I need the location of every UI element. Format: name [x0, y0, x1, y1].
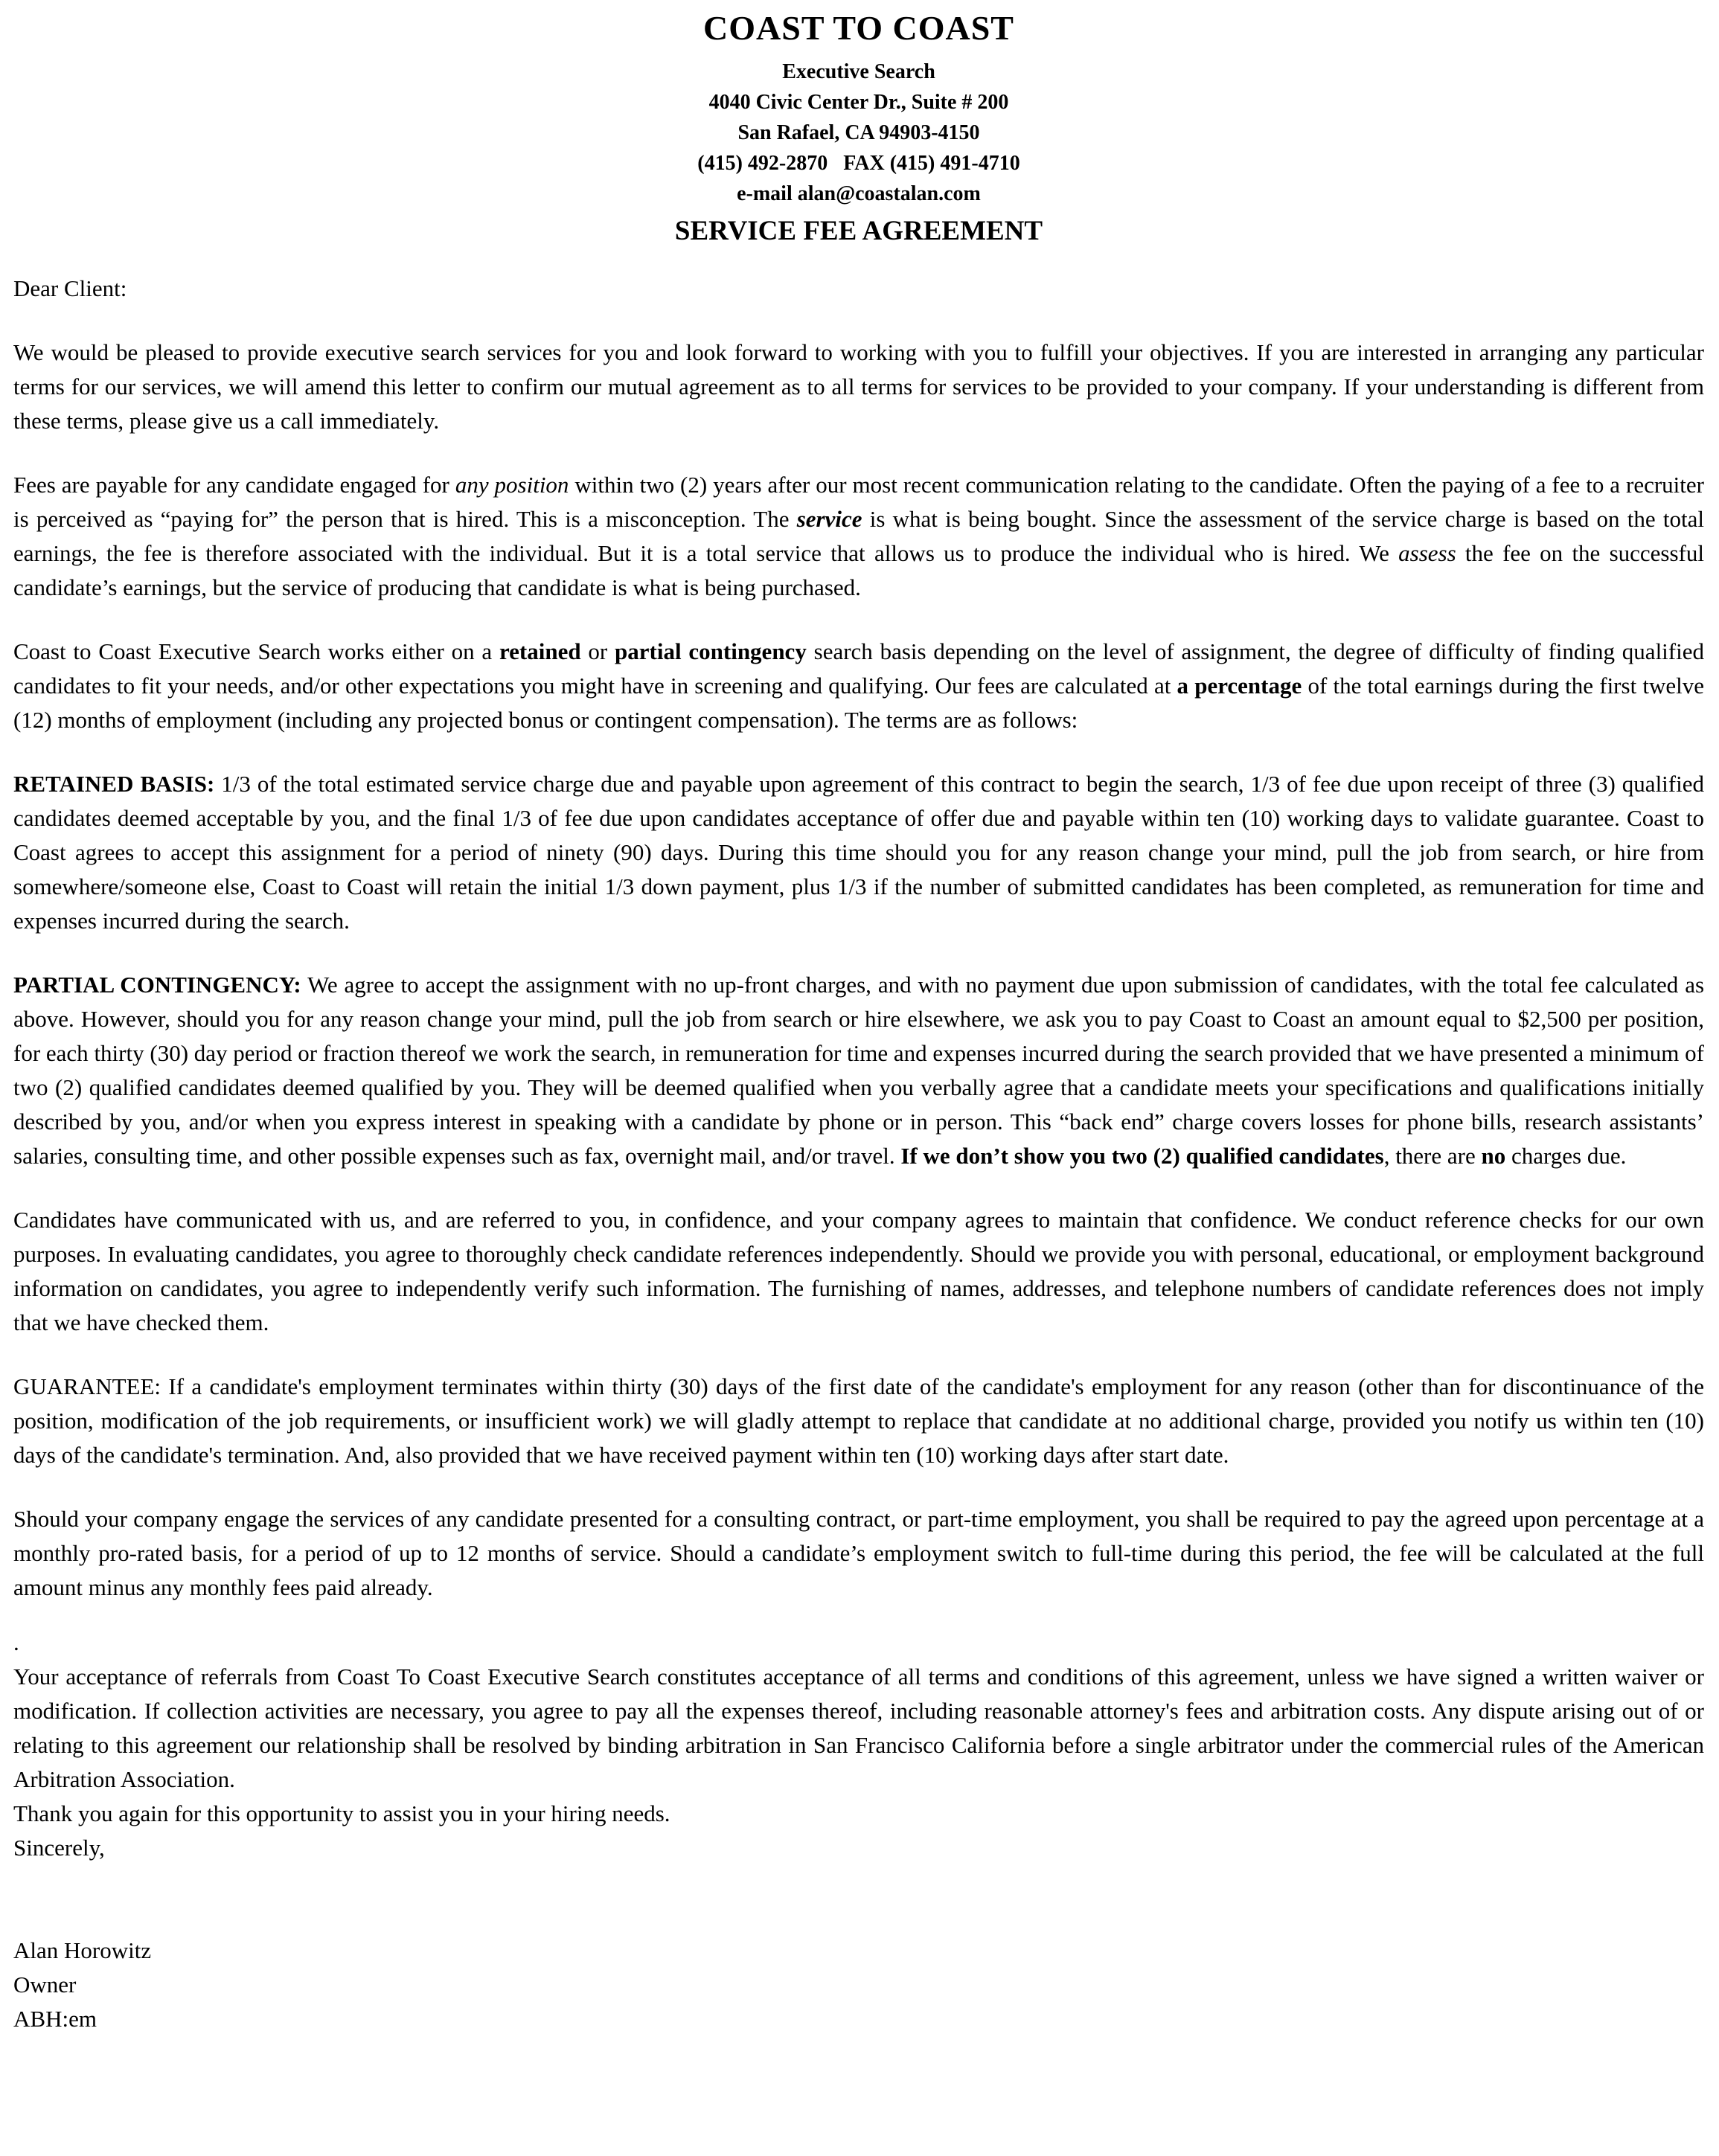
text-run: of the total earnings during the first twelve (12) months of employment (including any projected bonus or contingent compensation). The terms are as follows:: [13, 673, 1705, 733]
text-run: search basis depending on the level of assignment, the degree of difficulty of finding qualified candidates to fit your needs, and/or other expectations you might have in screening and qualifying. Our fees are calculated at: [13, 638, 1704, 699]
text-run: or: [580, 638, 615, 664]
text-run: Sincerely,: [13, 1835, 105, 1861]
phone-fax-line: (415) 492-2870 FAX (415) 491-4710: [697, 152, 1020, 175]
text-run: We agree to accept the assignment with no up-front charges, and with no payment due upon submission of candidates, with the total fee calculated as above. However, should you for any reason change your mind, pull the job from search or hire elsewhere, we ask you to pay Coast to Coast an amount equal to $2,500 per position, for each thirty (30) day period or fraction thereof we work the search, in remuneration for time and expenses incurred during the search provided that we have presented a minimum of two (2) qualified candidates deemed qualified by you. They will be deemed qualified when you verbally agree that a candidate meets your specifications and qualifications initially described by you, and/or when you express interest in speaking with a candidate by phone or in person. This “back end” charge covers losses for phone bills, research assistants’ salaries, consulting time, and other possible expenses such as fax, overnight mail, and/or travel.: [13, 972, 1705, 1169]
paragraph-consulting: [13, 1502, 1704, 1605]
signature-name: Alan Horowitz: [13, 1937, 152, 1963]
reference-initials: ABH:em: [13, 2006, 97, 2032]
signoff: [13, 1831, 1704, 1865]
division-name: Executive Search: [782, 60, 935, 83]
paragraph-partial-contingency: [13, 968, 1704, 1173]
signature-title: Owner: [13, 1971, 77, 1998]
paragraph-intro: [13, 336, 1704, 438]
paragraph-fees-policy: [13, 468, 1704, 605]
text-run: Coast to Coast Executive Search works either on a: [13, 638, 499, 664]
address-line-2: San Rafael, CA 94903-4150: [737, 121, 980, 144]
text-run: GUARANTEE: If a candidate's employment terminates within thirty (30) days of the first date of the candidate's employment for any reason (other than for discontinuance of the position, modification of the job requirements, or insufficient work) we will gladly attempt to replace that candidate at no additional charge, provided you notify us within ten (10) days of the candidate's termination. And, also provided that we have received payment within ten (10) working days after start date.: [13, 1373, 1704, 1468]
thank-you-line: [13, 1797, 1704, 1831]
paragraph-acceptance: [13, 1660, 1704, 1797]
paragraph-candidate-confidence: [13, 1203, 1704, 1340]
company-name: COAST TO COAST: [703, 9, 1014, 47]
text-run: the fee on the successful candidate’s earnings, but the service of producing that candidate is what is being purchased.: [13, 540, 1704, 600]
text-run: 1/3 of the total estimated service charge due and payable upon agreement of this contract to begin the search, 1/3 of fee due upon receipt of three (3) qualified candidates deemed acceptable by you, and the final 1/3 of fee due upon candidates acceptance of offer due and payable within ten (10) working days to validate guarantee. Coast to Coast agrees to accept this assignment for a period of ninety (90) days. During this time should you for any reason change your mind, pull the job from search, or hire from somewhere/someone else, Coast to Coast will retain the initial 1/3 down payment, plus 1/3 if the number of submitted candidates has been completed, as remuneration for time and expenses incurred during the search.: [13, 771, 1704, 934]
text-run: Your acceptance of referrals from Coast To Coast Executive Search constitutes acceptance of all terms and conditions of this agreement, unless we have signed a written waiver or modification. If collection activities are necessary, you agree to pay all the expenses thereof, including reasonable attorney's fees and arbitration costs. Any dispute arising out of or relating to this agreement our relationship shall be resolved by binding arbitration in San Francisco California before a single arbitrator under the commercial rules of the American Arbitration Association.: [13, 1663, 1704, 1792]
text-run: Thank you again for this opportunity to assist you in your hiring needs.: [13, 1800, 670, 1826]
document-title: SERVICE FEE AGREEMENT: [674, 216, 1043, 246]
text-run: Fees are payable for any candidate engaged for: [13, 472, 455, 498]
text-run: within two (2) years after our most recent communication relating to the candidate. Often the paying of a fee to a recruiter is perceived as “paying for” the person that is hired. This is a misconception. The: [13, 472, 1704, 532]
text-run: , there are: [1383, 1143, 1482, 1169]
text-run: We would be pleased to provide executive search services for you and look forward to working with you to fulfill your objectives. If you are interested in arranging any particular terms for our services, we will amend this letter to confirm our mutual agreement as to all terms for services to be provided to your company. If your understanding is different from these terms, please give us a call immediately.: [13, 339, 1704, 434]
paragraph-retained-basis: [13, 767, 1704, 938]
email-line: e-mail alan@coastalan.com: [737, 182, 981, 205]
emphasis-two-qualified-candidates: If we don’t show you two (2) qualified candidates: [900, 1143, 1384, 1169]
address-line-1: 4040 Civic Center Dr., Suite # 200: [708, 91, 1009, 114]
emphasis-no: no: [1481, 1143, 1506, 1169]
emphasis-partial-contingency: partial contingency: [615, 638, 807, 664]
stray-period: [13, 1626, 1704, 1660]
text-run: Should your company engage the services of any candidate presented for a consulting contract, or part-time employment, you shall be required to pay the agreed upon percentage at a monthly pro-rated basis, for a period of up to 12 months of service. Should a candidate’s employment switch to full-time during this period, the fee will be calculated at the full amount minus any monthly fees paid already.: [13, 1506, 1704, 1600]
signature-block: [13, 1934, 1704, 2036]
salutation: Dear Client:: [13, 275, 127, 301]
emphasis-a-percentage: a percentage: [1177, 673, 1302, 699]
paragraph-search-basis: [13, 635, 1704, 737]
text-run: charges due.: [1505, 1143, 1627, 1169]
emphasis-service: service: [796, 506, 862, 532]
paragraph-guarantee: [13, 1370, 1704, 1472]
section-lead-partial-contingency: PARTIAL CONTINGENCY:: [13, 972, 301, 998]
text-run: is what is being bought. Since the assessment of the service charge is based on the total earnings, the fee is therefore associated with the individual. But it is a total service that allows us to produce the individual who is hired. We: [13, 506, 1704, 566]
emphasis-any-position: any position: [455, 472, 569, 498]
text-run: .: [13, 1629, 19, 1655]
section-lead-retained-basis: RETAINED BASIS:: [13, 771, 215, 797]
letterhead: [13, 9, 1704, 248]
emphasis-assess: assess: [1398, 540, 1456, 566]
text-run: Candidates have communicated with us, and are referred to you, in confidence, and your company agrees to maintain that confidence. We conduct reference checks for our own purposes. In evaluating candidates, you agree to thoroughly check candidate references independently. Should we provide you with personal, educational, or employment background information on candidates, you agree to independently verify such information. The furnishing of names, addresses, and telephone numbers of candidate references does not imply that we have checked them.: [13, 1207, 1704, 1335]
emphasis-retained: retained: [499, 638, 581, 664]
